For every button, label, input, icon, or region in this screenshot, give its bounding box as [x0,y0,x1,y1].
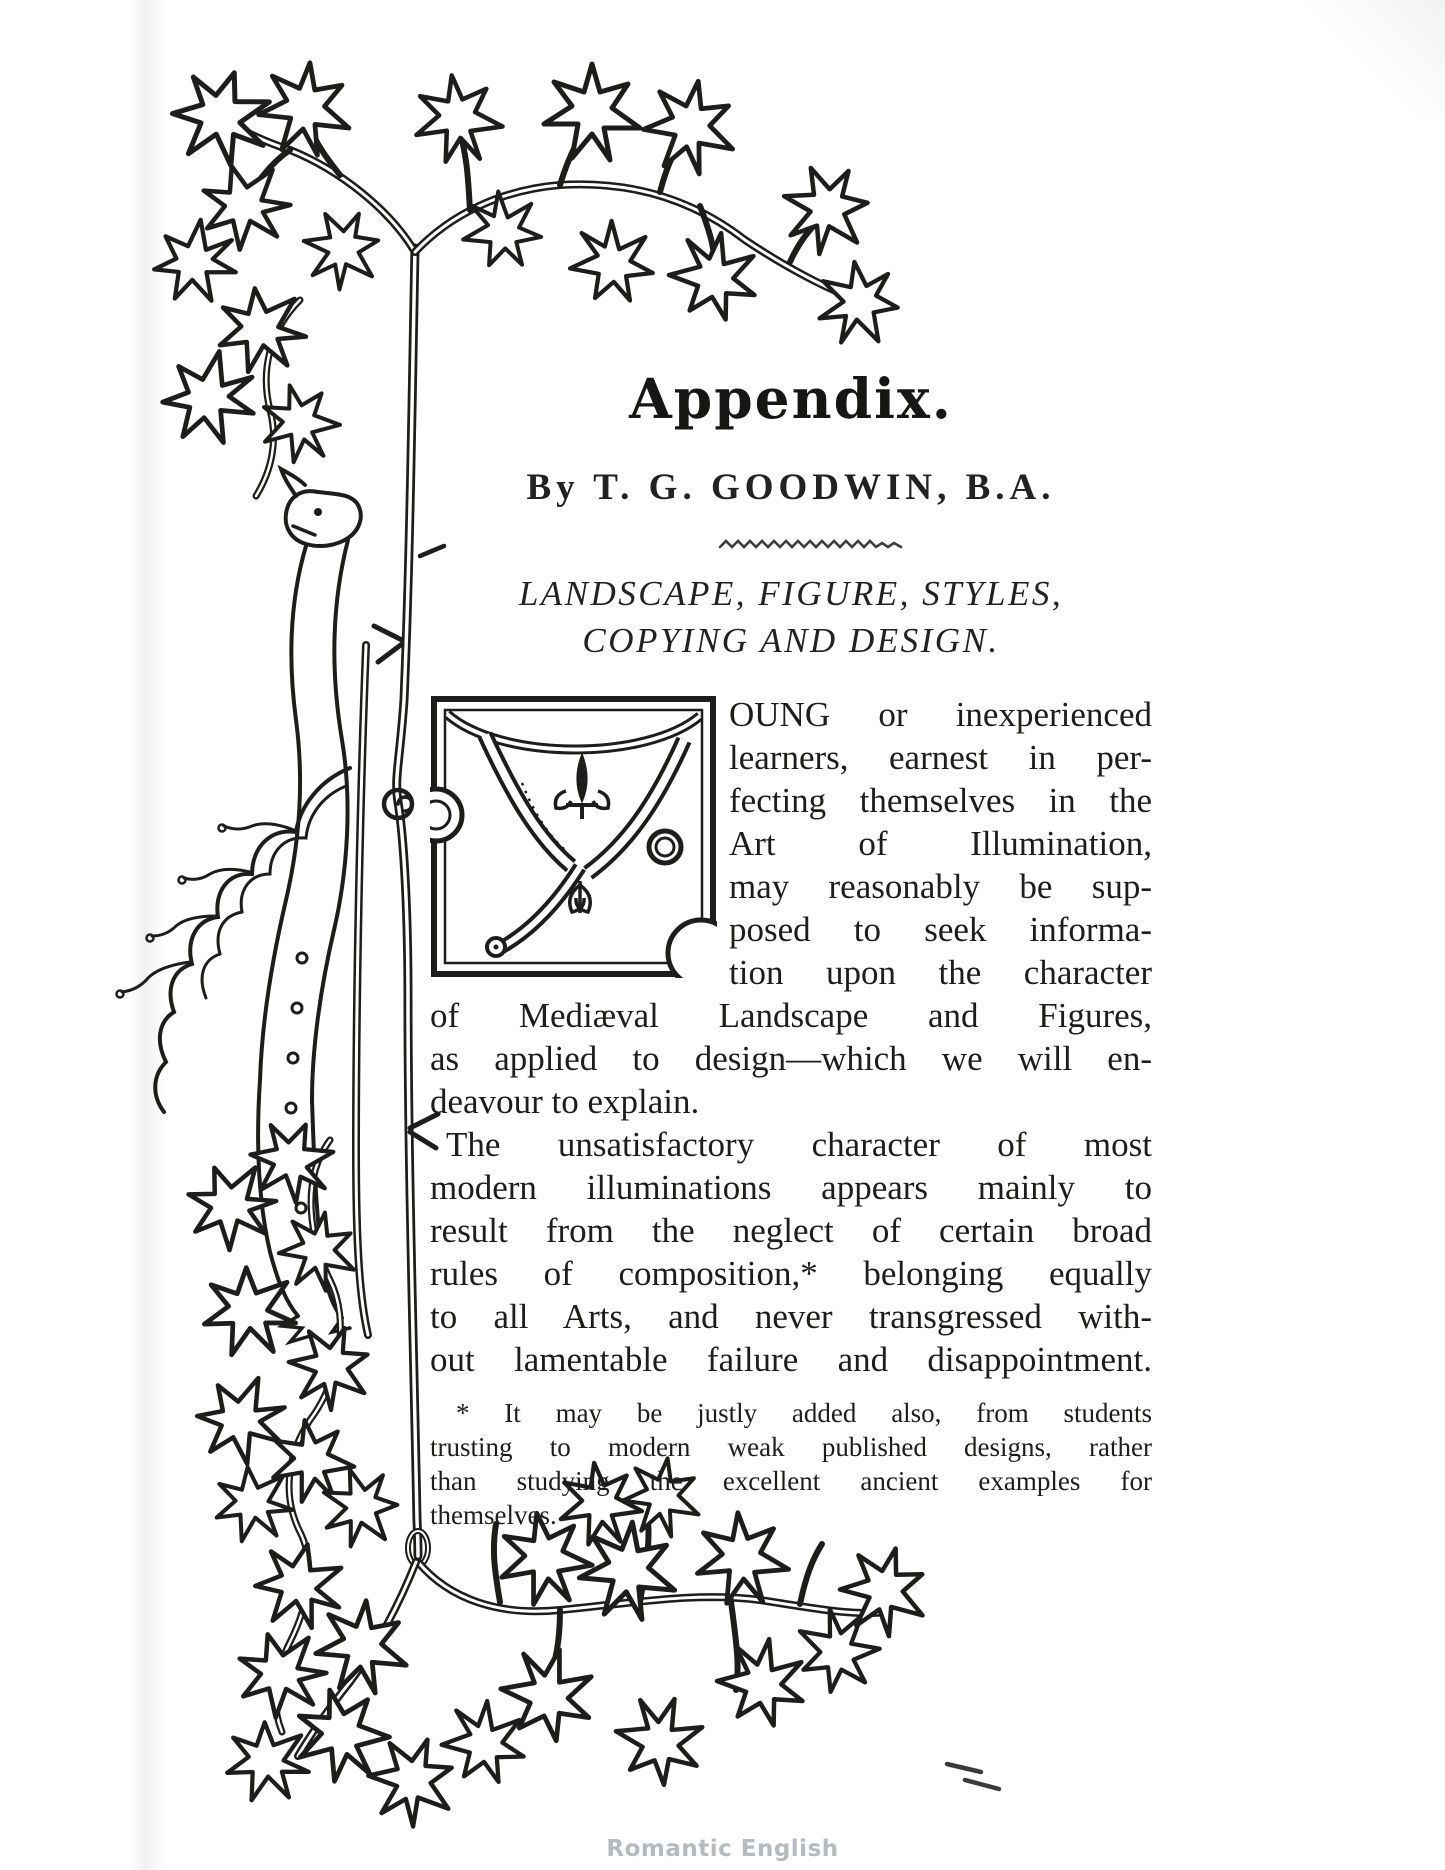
text-line: * It may be justly added also, from students [456,1398,1152,1428]
watermark-text: Romantic English [606,1836,839,1862]
body-text-column [430,693,1152,1532]
subtitle-line: LANDSCAPE, FIGURE, STYLES, [518,574,1064,613]
handwritten-double-dash-mark [941,1755,1005,1795]
author-byline: By T. G. GOODWIN, B.A. [526,467,1056,508]
text-line: OUNG or inexperienced [729,695,1152,734]
text-line: to all Arts, and never transgressed with- [430,1297,1152,1336]
text-line: rules of composition,* belonging equally [430,1254,1152,1293]
text-line: Art of Illumination, [729,824,1152,863]
subtitle-line: COPYING AND DESIGN. [582,621,1000,660]
text-line: trusting to modern weak published designs, rather [430,1432,1152,1462]
text-line: may reasonably be sup- [729,867,1152,906]
text-line: themselves. [430,1500,557,1530]
paragraph-2 [430,1123,1152,1381]
page-title: Appendix. [629,366,953,431]
text-line: fecting themselves in the [729,781,1152,820]
text-line: result from the neglect of certain broad [430,1211,1152,1250]
text-line: out lamentable failure and disappointment. [430,1340,1152,1379]
text-line: deavour to explain. [430,1082,700,1121]
text-line: The unsatisfactory character of most [446,1125,1152,1164]
chapter-subtitle [430,570,1152,664]
wavy-divider [718,536,933,552]
text-line: as applied to design—which we will en- [430,1039,1152,1078]
text-line: posed to seek informa- [729,910,1152,949]
footnote [430,1396,1152,1532]
text-line: than studying the excellent ancient examples for [430,1466,1152,1496]
text-line: of Mediæval Landscape and Figures, [430,996,1152,1035]
drop-cap-initial-Y [430,695,717,978]
text-line: learners, earnest in per- [729,738,1152,777]
text-line: modern illuminations appears mainly to [430,1168,1152,1207]
text-line: tion upon the character [729,953,1152,992]
